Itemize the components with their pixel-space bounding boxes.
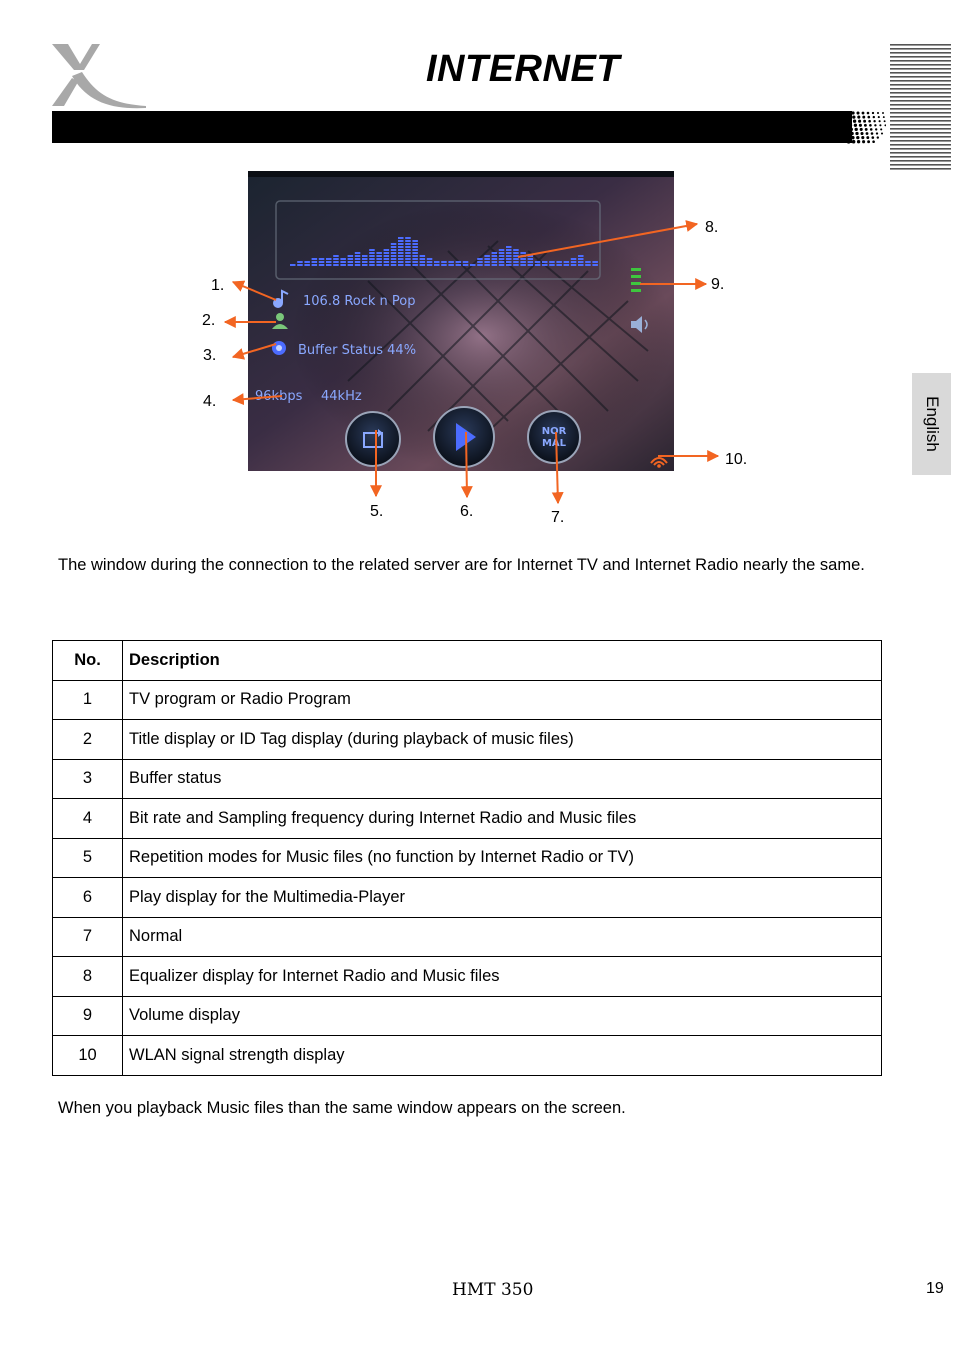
brand-logo [50, 42, 150, 110]
callout-6: 6. [460, 503, 474, 520]
buffer-status-text: Buffer Status 44% [298, 343, 417, 358]
row-number: 6 [53, 878, 123, 918]
frequency-text: 44kHz [321, 389, 362, 404]
station-text: 106.8 Rock n Pop [303, 294, 416, 309]
page-title: INTERNET [426, 48, 620, 90]
header-description: Description [123, 641, 882, 681]
footer-model: HMT 350 [452, 1280, 534, 1300]
row-number: 9 [53, 996, 123, 1036]
table-body [53, 680, 882, 1075]
header-no: No. [53, 641, 123, 681]
row-description: TV program or Radio Program [123, 680, 882, 720]
intro-paragraph: The window during the connection to the related server are for Internet TV and Internet Radio nearly the same. [58, 556, 865, 574]
page-number: 19 [926, 1280, 944, 1297]
row-description: WLAN signal strength display [123, 1036, 882, 1076]
table-row [53, 680, 882, 720]
callout-1: 1. [211, 277, 225, 294]
callout-5: 5. [370, 503, 384, 520]
svg-text:NOR: NOR [541, 426, 567, 437]
table-row [53, 996, 882, 1036]
row-description: Bit rate and Sampling frequency during Internet Radio and Music files [123, 799, 882, 839]
row-description: Normal [123, 917, 882, 957]
table-row [53, 957, 882, 997]
bitrate-text: 96kbps [255, 389, 303, 404]
table-row [53, 1036, 882, 1076]
row-description: Volume display [123, 996, 882, 1036]
stripe-pattern [890, 44, 951, 172]
table-row [53, 838, 882, 878]
radio-screen-photo [248, 171, 674, 471]
row-number: 8 [53, 957, 123, 997]
row-description: Play display for the Multimedia-Player [123, 878, 882, 918]
row-description: Repetition modes for Music files (no function by Internet Radio or TV) [123, 838, 882, 878]
table-header-row [53, 641, 882, 681]
callout-8: 8. [705, 219, 719, 236]
svg-text:MAL: MAL [541, 438, 567, 449]
row-description: Buffer status [123, 759, 882, 799]
normal-mode-button [528, 411, 580, 463]
table-row [53, 720, 882, 760]
callout-4: 4. [203, 393, 217, 410]
callout-3: 3. [203, 347, 217, 364]
play-button [434, 407, 494, 467]
repeat-button [346, 412, 400, 466]
table-row [53, 799, 882, 839]
description-table [52, 640, 882, 1076]
row-number: 10 [53, 1036, 123, 1076]
language-label: English [922, 396, 942, 452]
table-row [53, 917, 882, 957]
callout-7: 7. [551, 509, 565, 526]
callout-9: 9. [711, 276, 725, 293]
row-number: 5 [53, 838, 123, 878]
row-description: Equalizer display for Internet Radio and Music files [123, 957, 882, 997]
callout-10: 10. [725, 451, 748, 468]
row-number: 3 [53, 759, 123, 799]
callout-2: 2. [202, 312, 216, 329]
header-dot-pattern [840, 110, 886, 144]
outro-paragraph: When you playback Music files than the same window appears on the screen. [58, 1099, 626, 1117]
row-description: Title display or ID Tag display (during playback of music files) [123, 720, 882, 760]
buffer-icon [272, 341, 286, 355]
table-row [53, 759, 882, 799]
row-number: 7 [53, 917, 123, 957]
row-number: 4 [53, 799, 123, 839]
row-number: 2 [53, 720, 123, 760]
header-bar [52, 111, 852, 143]
row-number: 1 [53, 680, 123, 720]
table-row [53, 878, 882, 918]
